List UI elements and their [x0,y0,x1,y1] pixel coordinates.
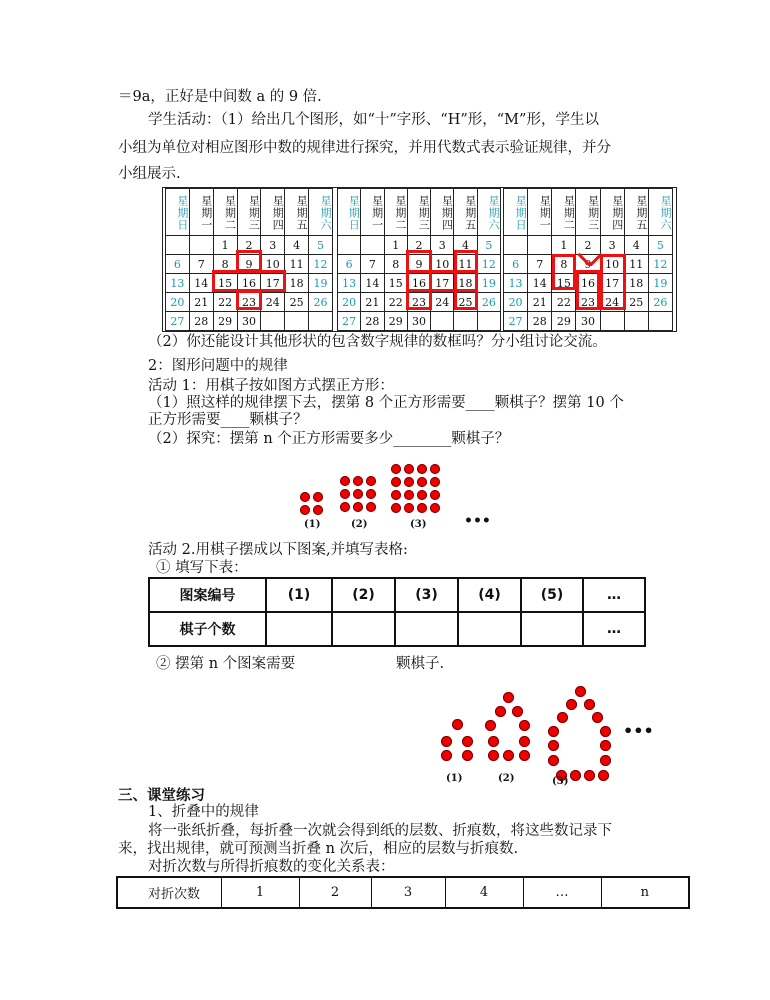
chess-piece-dot [417,490,427,500]
chess-piece-dot [519,750,530,761]
date-cell: 28 [528,312,552,331]
table-row-label: 棋子个数 [149,612,266,646]
chess-piece-dot [417,503,427,513]
weekday-header: 星期六 [309,189,333,236]
date-cell: 28 [189,312,213,331]
figure-label: (2) [498,773,515,784]
date-cell [528,236,552,255]
weekday-header: 星期四 [600,189,624,236]
ellipsis: ••• [464,513,491,529]
chess-piece-dot [430,464,440,474]
date-cell: 12 [648,255,672,274]
date-cell: 2 [576,236,600,255]
date-cell: 11 [285,255,309,274]
date-cell: 6 [166,255,190,274]
chess-piece-dot [452,719,463,730]
date-cell: 22 [213,293,237,312]
chess-piece-dot [404,503,414,513]
date-cell [166,236,190,255]
date-cell: 8 [552,255,576,274]
table-header-cell: (5) [521,578,583,612]
weekday-header: 星期五 [454,189,477,236]
date-cell: 6 [338,255,361,274]
date-cell: 24 [431,293,454,312]
table-cell: 4 [445,877,523,908]
chess-piece-dot [570,770,581,781]
text-line: （2）你还能设计其他形状的包含数字规律的数框吗？分小组讨论交流。 [148,334,607,350]
weekday-header: 星期五 [285,189,309,236]
date-cell: 21 [528,293,552,312]
table-cell[interactable] [458,612,521,646]
date-cell: 23 [237,293,261,312]
chess-piece-dot [548,755,559,766]
fold-table [116,876,690,909]
weekday-header: 星期日 [504,189,528,236]
chess-piece-dot [300,492,310,502]
date-cell: 5 [648,236,672,255]
chess-piece-dot [512,706,523,717]
chess-piece-dot [404,464,414,474]
chess-piece-dot [557,712,568,723]
chess-piece-dot [353,476,363,486]
date-cell: 14 [189,274,213,293]
chess-piece-dot [417,464,427,474]
chess-piece-dot [600,740,611,751]
date-cell [454,312,477,331]
chess-piece-dot [353,502,363,512]
date-cell: 16 [407,274,430,293]
weekday-header: 星期日 [166,189,190,236]
chess-piece-dot [391,477,401,487]
text-line: ① 填写下表： [156,560,248,576]
chess-piece-dot [441,750,452,761]
date-cell: 19 [477,274,500,293]
date-cell: 2 [407,236,430,255]
table-cell: … [583,612,645,646]
chess-piece-dot [404,477,414,487]
date-cell: 29 [213,312,237,331]
date-cell: 26 [309,293,333,312]
chess-piece-dot [430,503,440,513]
chess-piece-dot [566,699,577,710]
chess-piece-dot [462,750,473,761]
text-line: ＝9a，正好是中间数 a 的 9 倍. [118,89,322,105]
date-cell: 5 [477,236,500,255]
table-cell[interactable] [266,612,332,646]
date-cell: 12 [477,255,500,274]
date-cell: 3 [261,236,285,255]
weekday-header: 星期四 [431,189,454,236]
weekday-header: 星期一 [361,189,384,236]
date-cell: 25 [454,293,477,312]
date-cell: 10 [600,255,624,274]
chess-piece-dot [503,692,514,703]
chess-piece-dot [598,770,609,781]
weekday-header: 星期一 [528,189,552,236]
date-cell [361,236,384,255]
date-cell [648,312,672,331]
date-cell [189,236,213,255]
figure-label: (3) [410,519,427,530]
date-cell: 11 [454,255,477,274]
table-header-cell: … [583,578,645,612]
date-cell: 24 [261,293,285,312]
date-cell: 7 [528,255,552,274]
table-row-label: 对折次数 [117,877,221,908]
chess-piece-dot [340,476,350,486]
date-cell: 14 [361,274,384,293]
weekday-header: 星期二 [552,189,576,236]
text-line: 学生活动：（1）给出几个图形，如“十”字形、“H”形，“M”形，学生以 [148,112,599,128]
chess-piece-dot [592,712,603,723]
date-cell: 1 [384,236,407,255]
text-line: 正方形需要____颗棋子？ [148,412,308,428]
date-cell: 18 [285,274,309,293]
chess-piece-dot [485,720,496,731]
chess-piece-dot [313,505,323,515]
date-cell: 4 [454,236,477,255]
chess-piece-dot [340,502,350,512]
date-cell: 2 [237,236,261,255]
date-cell: 13 [504,274,528,293]
section-heading: 2：图形问题中的规律 [148,358,288,374]
weekday-header: 星期二 [384,189,407,236]
chess-piece-dot [300,505,310,515]
table-header-cell: (3) [395,578,458,612]
chess-piece-dot [313,492,323,502]
date-cell: 15 [384,274,407,293]
date-cell: 20 [166,293,190,312]
chess-piece-dot [417,477,427,487]
date-cell: 23 [407,293,430,312]
table-cell[interactable] [332,612,395,646]
chess-piece-dot [391,503,401,513]
highlight-box [576,270,600,310]
chess-piece-dot [584,699,595,710]
text-line: （1）照这样的规律摆下去，摆第 8 个正方形需要____颗棋子？摆第 10 个 [148,395,624,411]
chess-piece-dot [462,736,473,747]
chess-piece-dot [495,706,506,717]
date-cell: 8 [213,255,237,274]
chess-piece-dot [503,750,514,761]
date-cell: 18 [454,274,477,293]
weekday-header: 星期一 [189,189,213,236]
chess-piece-dot [353,489,363,499]
date-cell: 22 [552,293,576,312]
date-cell [431,312,454,331]
figure-label: (3) [552,776,569,787]
chess-piece-dot [548,740,559,751]
text-line: 将一张纸折叠，每折叠一次就会得到纸的层数、折痕数，将这些数记录下 [148,823,612,839]
date-cell: 11 [624,255,648,274]
table-header-cell: (1) [266,578,332,612]
weekday-header: 星期三 [576,189,600,236]
chess-piece-dot [366,502,376,512]
date-cell: 9 [407,255,430,274]
date-cell: 25 [285,293,309,312]
chess-piece-dot [575,686,586,697]
figure-label: (1) [304,519,321,530]
date-cell [624,312,648,331]
chess-piece-dot [340,489,350,499]
chess-piece-dot [519,736,530,747]
weekday-header: 星期三 [237,189,261,236]
date-cell: 27 [504,312,528,331]
date-cell: 10 [261,255,285,274]
date-cell: 10 [431,255,454,274]
date-cell: 16 [237,274,261,293]
chess-piece-dot [366,489,376,499]
table-header-cell: 图案编号 [149,578,266,612]
chess-piece-dot [404,490,414,500]
date-cell: 20 [338,293,361,312]
date-cell: 6 [504,255,528,274]
ellipsis: ••• [623,721,654,740]
date-cell: 7 [361,255,384,274]
date-cell: 29 [384,312,407,331]
text-line: 小组为单位对相应图形中数的规律进行探究，并用代数式表示验证规律，并分 [118,140,611,156]
date-cell: 1 [213,236,237,255]
weekday-header: 星期六 [648,189,672,236]
weekday-header: 星期三 [407,189,430,236]
text-line: 来，找出规律，就可预测当折叠 n 次后，相应的层数与折痕数. [118,841,519,857]
text-line: 小组展示. [118,166,181,182]
date-cell: 22 [384,293,407,312]
date-cell: 24 [600,293,624,312]
table-cell: n [601,877,689,908]
text-line: 1、折叠中的规律 [148,804,259,820]
text-line: 对折次数与所得折痕数的变化关系表： [148,859,395,875]
date-cell [338,236,361,255]
date-cell: 26 [477,293,500,312]
date-cell [600,312,624,331]
date-cell: 5 [309,236,333,255]
highlight-box [600,254,626,310]
date-cell: 15 [552,274,576,293]
chess-piece-dot [430,490,440,500]
table-cell: 3 [371,877,445,908]
date-cell: 18 [624,274,648,293]
date-cell: 20 [504,293,528,312]
table-header-cell: (2) [332,578,395,612]
date-cell: 13 [338,274,361,293]
chess-piece-dot [366,476,376,486]
date-cell: 26 [648,293,672,312]
chess-piece-dot [391,490,401,500]
table-cell[interactable] [395,612,458,646]
weekday-header: 星期二 [213,189,237,236]
date-cell: 30 [237,312,261,331]
date-cell [309,312,333,331]
date-cell: 8 [384,255,407,274]
highlight-box [406,270,478,292]
chess-piece-dot [391,464,401,474]
date-cell: 13 [166,274,190,293]
highlight-box [552,254,576,290]
date-cell: 4 [285,236,309,255]
date-cell: 1 [552,236,576,255]
date-cell [285,312,309,331]
text-line: 活动 2.用棋子摆成以下图案,并填写表格: [148,542,408,558]
chess-piece-dot [430,477,440,487]
chess-piece-dot [488,736,499,747]
chess-piece-dot [584,770,595,781]
chess-piece-dot [600,726,611,737]
date-cell: 30 [407,312,430,331]
date-cell: 28 [361,312,384,331]
date-cell: 9 [237,255,261,274]
date-cell: 16 [576,274,600,293]
date-cell [261,312,285,331]
date-cell: 17 [600,274,624,293]
weekday-header: 星期六 [477,189,500,236]
chess-piece-dot [548,726,559,737]
text-line: （2）探究：摆第 n 个正方形需要多少________颗棋子？ [148,431,510,447]
date-cell: 21 [189,293,213,312]
table-header-cell: (4) [458,578,521,612]
date-cell: 29 [552,312,576,331]
date-cell: 30 [576,312,600,331]
chess-piece-dot [441,736,452,747]
date-cell: 21 [361,293,384,312]
table-cell[interactable] [521,612,583,646]
figure-label: (2) [351,519,368,530]
text-line: 颗棋子. [396,656,445,672]
date-cell: 27 [338,312,361,331]
highlight-box [236,250,262,272]
table-cell: 1 [221,877,299,908]
section-heading: 三、课堂练习 [118,787,205,804]
date-cell: 23 [576,293,600,312]
pattern-table [148,577,646,647]
date-cell: 25 [624,293,648,312]
table-cell: 2 [299,877,371,908]
date-cell: 3 [431,236,454,255]
text-line: 活动 1：用棋子按如图方式摆正方形： [148,378,394,394]
date-cell: 17 [261,274,285,293]
chess-piece-dot [600,755,611,766]
weekday-header: 星期日 [338,189,361,236]
chess-piece-dot [519,720,530,731]
date-cell: 12 [309,255,333,274]
date-cell [504,236,528,255]
highlight-box [212,270,286,292]
date-cell: 7 [189,255,213,274]
text-line: ② 摆第 n 个图案需要 [156,656,296,672]
table-cell: … [523,877,601,908]
date-cell: 19 [309,274,333,293]
weekday-header: 星期五 [624,189,648,236]
highlight-box [236,290,262,310]
date-cell [477,312,500,331]
date-cell: 17 [431,274,454,293]
date-cell: 14 [528,274,552,293]
date-cell: 3 [600,236,624,255]
figure-label: (1) [446,773,463,784]
date-cell: 4 [624,236,648,255]
date-cell: 27 [166,312,190,331]
date-cell: 19 [648,274,672,293]
weekday-header: 星期四 [261,189,285,236]
date-cell: 15 [213,274,237,293]
chess-piece-dot [488,750,499,761]
